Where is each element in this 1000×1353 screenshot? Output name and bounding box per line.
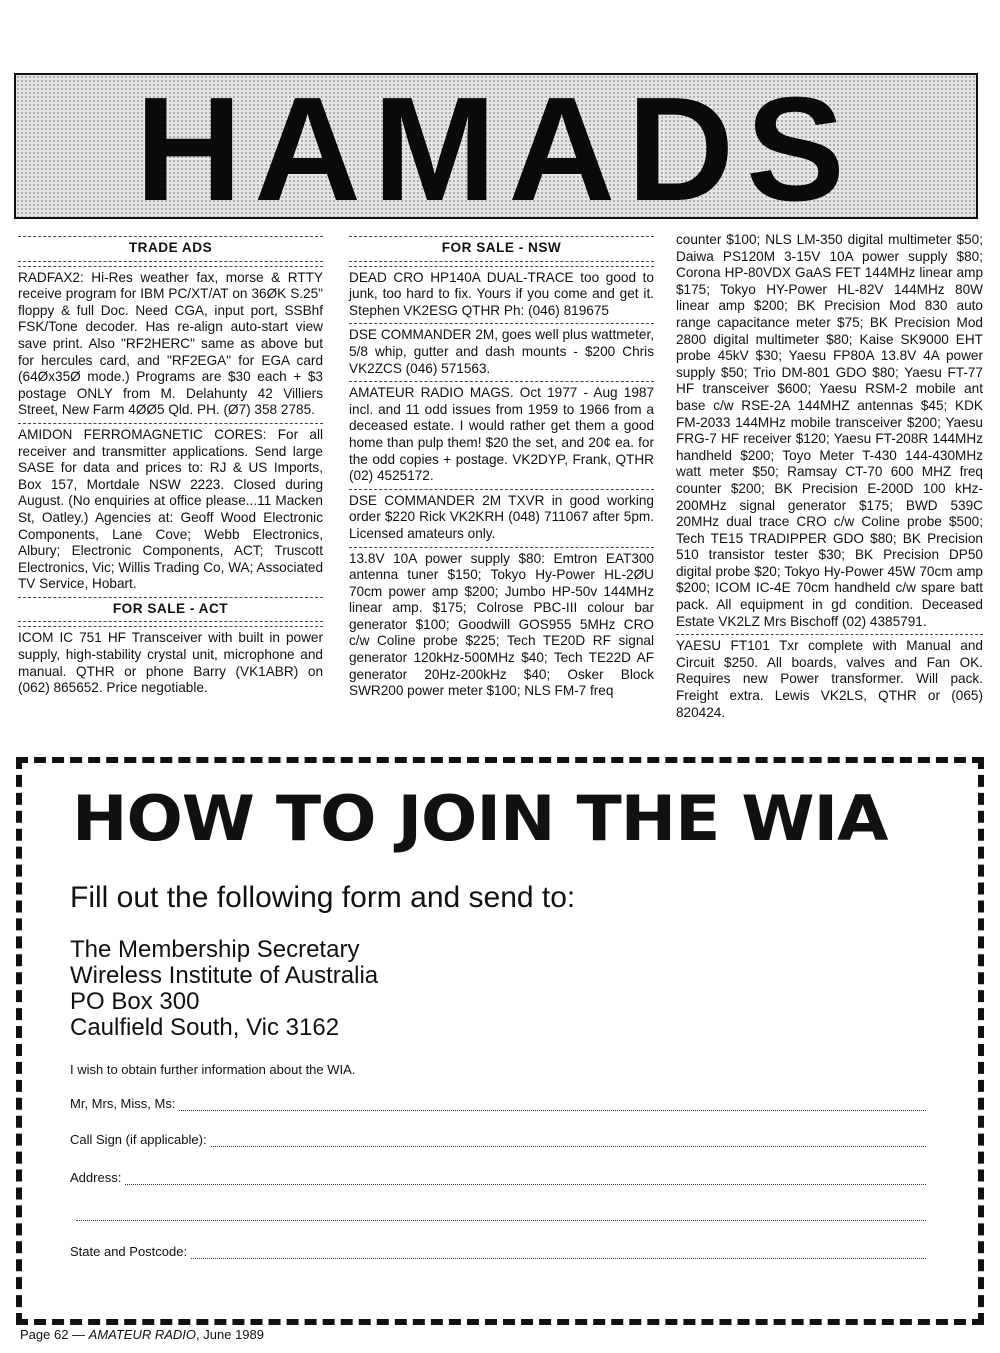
info-request-text: I wish to obtain further information about the WIA. — [70, 1062, 356, 1077]
dashed-separator — [18, 261, 323, 262]
footer-date: , June 1989 — [196, 1327, 264, 1342]
column-3 — [676, 232, 983, 723]
name-field-line[interactable] — [179, 1098, 926, 1111]
classified-ad: DSE COMMANDER 2M TXVR in good working order $220 Rick VK2KRH (048) 711067 after 5pm. Licensed amateurs only. — [349, 492, 654, 541]
section-heading: TRADE ADS — [128, 240, 213, 255]
section-heading: FOR SALE - NSW — [441, 240, 562, 255]
address-field[interactable] — [70, 1170, 926, 1185]
dashed-separator — [349, 489, 654, 490]
classified-ad: ICOM IC 751 HF Transceiver with built in power supply, high-stability crystal unit, microphone and manual. QTHR or phone Barry (VK1ABR) on (062) 865652. Price negotiable. — [18, 630, 323, 696]
dashed-separator — [349, 381, 654, 382]
address-field-line[interactable] — [125, 1172, 926, 1185]
address-field-label: Address: — [70, 1170, 122, 1185]
form-instruction: Fill out the following form and send to: — [70, 881, 576, 914]
address-line: The Membership Secretary — [70, 936, 360, 963]
banner-title: HAMADS — [135, 67, 857, 232]
dashed-separator — [349, 261, 654, 262]
classified-ad: RADFAX2: Hi-Res weather fax, morse & RTTY receive program for IBM PC/XT/AT on 36ØK S.25" floppy & full Doc. Need CGA, input port, SSBhf FSK/Tone decoder. Has re-align auto-start view save print. Also "RF2HERC" same as above but for hercules card, and "RF2EGA" for EGA card (64Øx35Ø mode.) Programs are $30 each + $3 postage ONLY from M. Delahunty 42 Villiers Street, New Farm 4ØØ5 Qld. PH. (Ø7) 358 2785. — [18, 269, 323, 418]
page-footer — [20, 1327, 264, 1342]
classified-ad: counter $100; NLS LM-350 digital multimeter $50; Daiwa PS120M 3-15V 10A power supply $80; Corona HP-80VDX GaAS FET 144MHz linear amp $175; Tokyo HY-Power HL-82V 144MHz 80W linear amp $200; BK Precision Mod 830 auto range capacitance meter $75; BK Precision Mod 2800 digital multimeter $80; Kaise SK9000 EHT probe 45kV $30; Yaesu FP80A 13.8V 4A power supply $50; Trio DM-801 GDO $80; Yaesu FT-77 HF transceiver $600; Yaesu RSM-2 mobile ant base c/w RSE-2A 144MHZ antennas $45; KDK FM-2033 144MHz mobile transceiver $200; Yaesu FRG-7 HF receiver $120; Yaesu FT-208R 144MHz handheld $200; Toyo Meter T-430 144-430MHz watt meter $50; Ramsay CT-70 600 MHZ freq counter $200; BK Precision E-200D 100 kHz-200MHz signal generator $175; BWD 539C 20MHz dual trace CRO c/w Coline probe $500; Tech TE15 TRADIPPER GDO $80; BK Precision 510 transistor tester $30; BK Precision DP50 digital probe $20; Tokyo Hy-Power 45W 70cm amp $200; ICOM IC-4E 70cm handheld c/w spare batt pack. All equipment in gd condition. Deceased Estate VK2LZ Mrs Bischoff (02) 4385791. — [676, 232, 983, 629]
name-field[interactable] — [70, 1096, 926, 1111]
callsign-field-line[interactable] — [211, 1134, 926, 1147]
column-1 — [18, 232, 323, 699]
dashed-separator — [349, 266, 654, 267]
classified-ad: 13.8V 10A power supply $80: Emtron EAT300 antenna tuner $150; Tokyo Hy-Power HL-2ØU 70cm power amp $200; Jumbo HP-50v 144MHz linear amp. $175; Colrose PBC-III colour bar generator $100; Goodwill GOS955 5MHz CRO c/w Coline probe $225; Tech TE20D RF signal generator 120kHz-500MHz $40; Tech TE22D AF generator 20Hz-200kHz $40; Osker Block SWR200 power meter $100; NLS FM-7 freq — [349, 550, 654, 699]
address-field-2-line[interactable] — [76, 1208, 926, 1221]
dashed-separator — [18, 266, 323, 267]
callsign-field[interactable] — [70, 1132, 926, 1147]
classified-ad: DEAD CRO HP140A DUAL-TRACE too good to junk, too hard to fix. Yours if you come and get it. Stephen VK2ESG QTHR Ph: (046) 819675 — [349, 269, 654, 318]
state-postcode-line[interactable] — [191, 1246, 926, 1259]
state-postcode-field[interactable] — [70, 1244, 926, 1259]
address-line: PO Box 300 — [70, 988, 200, 1015]
dashed-separator — [676, 634, 983, 635]
dashed-separator — [349, 547, 654, 548]
name-field-label: Mr, Mrs, Miss, Ms: — [70, 1096, 176, 1111]
dashed-separator — [349, 236, 654, 237]
dashed-separator — [18, 236, 323, 237]
dashed-separator — [18, 597, 323, 598]
dashed-separator — [18, 626, 323, 627]
footer-page: Page 62 — — [20, 1327, 89, 1342]
state-postcode-label: State and Postcode: — [70, 1244, 188, 1259]
dashed-separator — [349, 323, 654, 324]
classified-ad: AMATEUR RADIO MAGS. Oct 1977 - Aug 1987 incl. and 11 odd issues from 1959 to 1966 from a deceased estate. I would rather get them a good home than pulp them! $20 the set, and 20¢ ea. for the odd copies + postage. VK2DYP, Frank, QTHR (02) 4525172. — [349, 385, 654, 484]
dashed-separator — [18, 621, 323, 622]
join-title: HOW TO JOIN THE WIA — [72, 782, 888, 855]
hamads-banner — [14, 67, 978, 232]
callsign-field-label: Call Sign (if applicable): — [70, 1132, 207, 1147]
classified-ad: AMIDON FERROMAGNETIC CORES: For all receiver and transmitter applications. Send large SASE for data and prices to: RJ & US Imports, Box 157, Mortdale NSW 2223. Closed during August. (No enquiries at office please...11 Macken St, Oatley.) Agencies at: Geoff Wood Electronic Components, Lane Cove; Webb Electronics, Albury; Electronic Components, ACT; Truscott Electronics, Vic; Willis Trading Co, WA; Associated TV Service, Hobart. — [18, 426, 323, 592]
dashed-separator — [18, 423, 323, 424]
classified-ad: DSE COMMANDER 2M, goes well plus wattmeter, 5/8 whip, gutter and dash mounts - $200 Chris VK2ZCS (046) 571563. — [349, 327, 654, 376]
column-2 — [349, 232, 654, 702]
address-line: Wireless Institute of Australia — [70, 962, 379, 989]
mailing-address — [70, 937, 378, 1041]
address-line: Caulfield South, Vic 3162 — [70, 1014, 340, 1041]
section-heading: FOR SALE - ACT — [112, 600, 229, 616]
classified-ad: YAESU FT101 Txr complete with Manual and Circuit $250. All boards, valves and Fan OK. Requires new Power transformer. Will pack. Freight extra. Lewis VK2LS, QTHR or (065) 820424. — [676, 638, 983, 720]
address-field-2[interactable] — [70, 1208, 926, 1221]
footer-magazine: AMATEUR RADIO — [88, 1327, 197, 1342]
